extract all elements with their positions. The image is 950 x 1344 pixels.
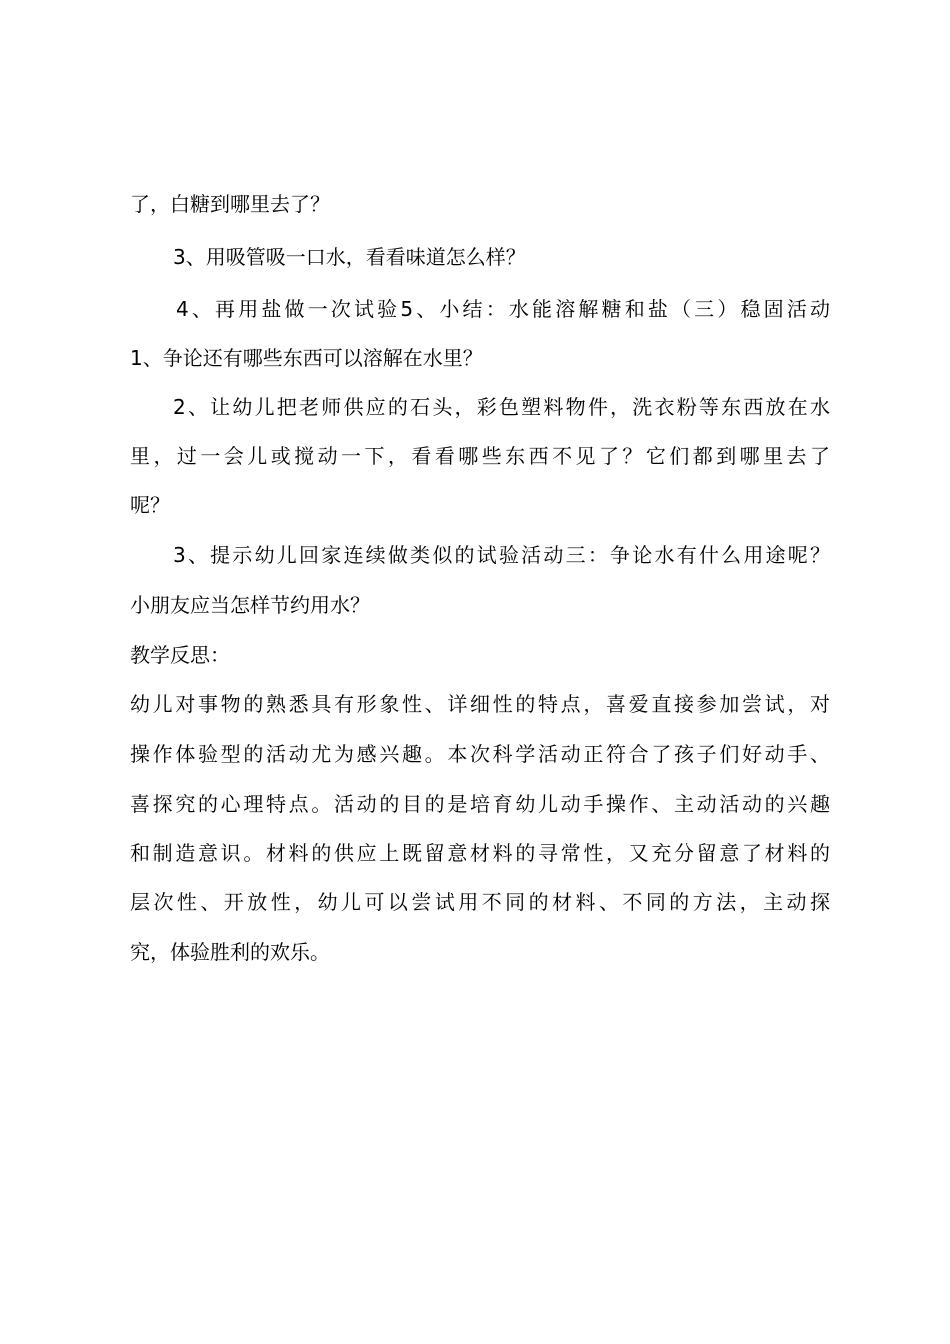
text-line: 了，白糖到哪里去了？ [130,192,330,216]
text-line: 究，体验胜利的欢乐。 [130,940,330,964]
text-line: 1、争论还有哪些东西可以溶解在水里？ [130,346,483,370]
text-line: 3、提示幼儿回家连续做类似的试验活动三：争论水有什么用途呢？ [173,543,830,567]
text-line: 幼儿对事物的熟悉具有形象性、详细性的特点，喜爱直接参加尝试，对 [130,692,830,716]
text-line: 里，过一会儿或搅动一下，看看哪些东西不见了？它们都到哪里去了 [130,444,830,468]
text-line: 和制造意识。材料的供应上既留意材料的寻常性，又充分留意了材料的 [130,841,830,865]
text-line: 3、用吸管吸一口水，看看味道怎么样？ [173,245,526,269]
text-line: 2、让幼儿把老师供应的石头，彩色塑料物件，洗衣粉等东西放在水 [173,395,830,419]
text-line: 操作体验型的活动尤为感兴趣。本次科学活动正符合了孩子们好动手、 [130,742,830,766]
text-line: 4、再用盐做一次试验5、小结：水能溶解糖和盐（三）稳固活动 [176,297,830,321]
text-line: 喜探究的心理特点。活动的目的是培育幼儿动手操作、主动活动的兴趣 [130,792,830,816]
section-heading: 教学反思： [130,643,230,667]
text-line: 呢？ [130,493,170,517]
text-line: 层次性、开放性，幼儿可以尝试用不同的材料、不同的方法，主动探 [130,890,830,914]
text-line: 小朋友应当怎样节约用水？ [130,593,370,617]
